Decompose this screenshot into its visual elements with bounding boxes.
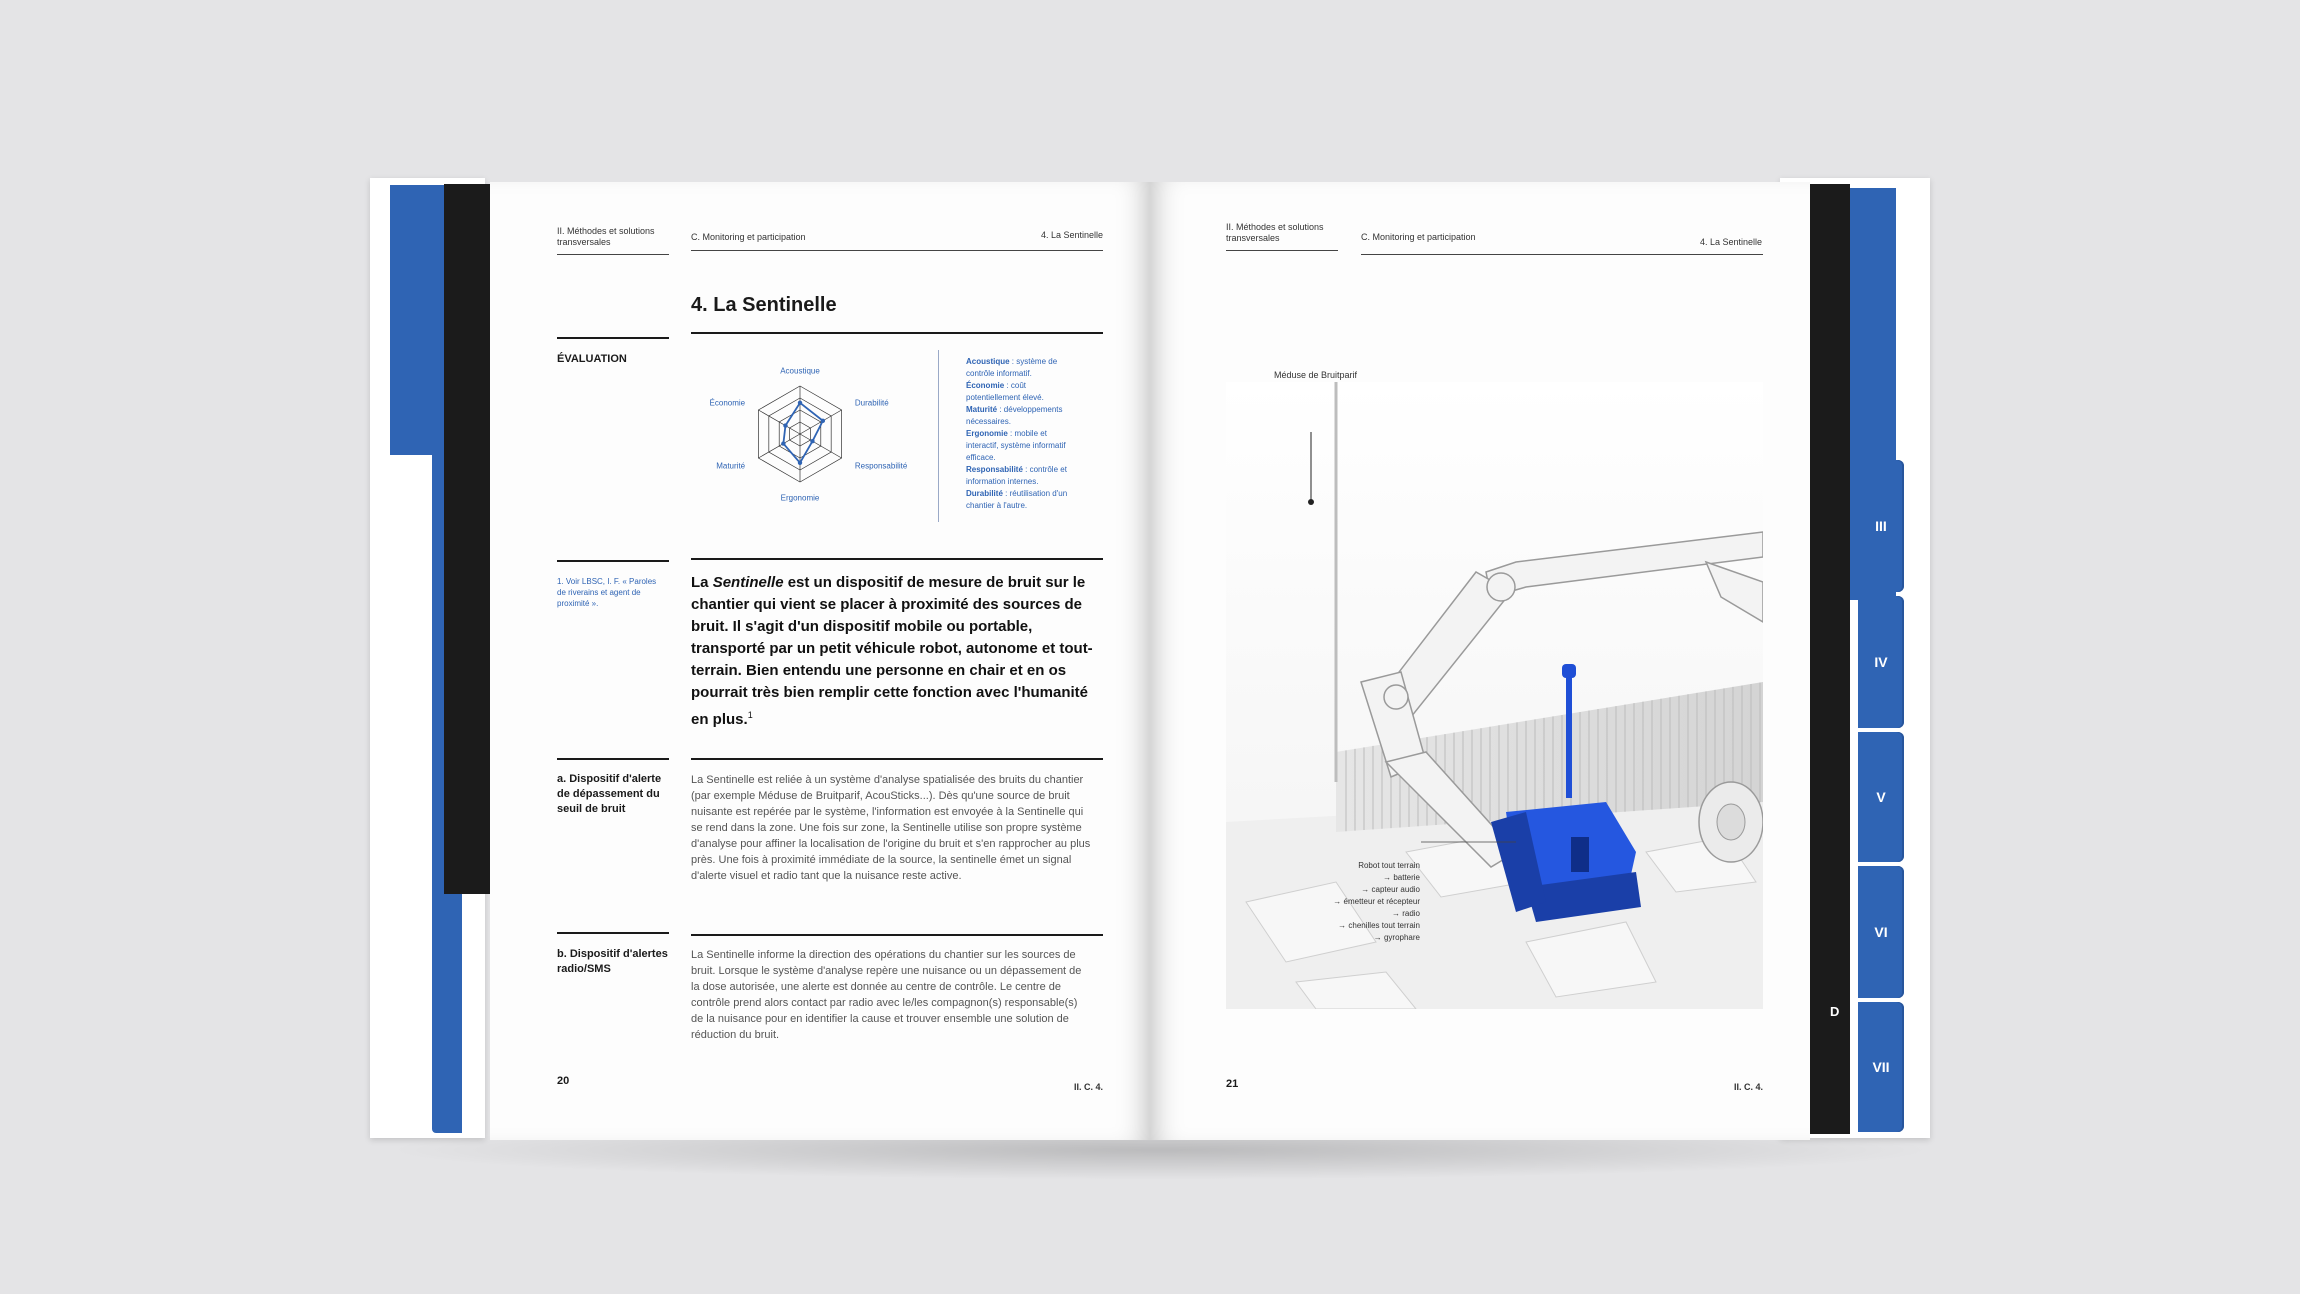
header-rule-right <box>691 250 1103 251</box>
legend-item: Économie : coût potentiellement élevé. <box>966 381 1044 402</box>
section-b-text: La Sentinelle informe la direction des opérations du chantier sur les sources de bruit. Lorsque le système d'analyse repère une nuisance ou un dépassement de la dose autorisée, une alerte est donnée au centre de contrôle. Le centre de contrôle prend alors contact par radio avec le/les compagnon(s) responsable(s) de la nuisance pour en identifier la cause et trouver ensemble une solution de réduction du bruit. <box>691 949 1082 1041</box>
robot-panel <box>1571 837 1589 872</box>
legend-divider <box>938 350 939 522</box>
radar-axis-label: Ergonomie <box>780 493 820 503</box>
left-blue-band-top <box>390 185 445 455</box>
page-title: 4. La Sentinelle <box>691 294 837 316</box>
radar-point <box>781 441 785 445</box>
spine-letter: D <box>1830 1004 1840 1019</box>
header-chapter-right: 4. La Sentinelle <box>1699 237 1762 247</box>
section-a-label: a. Dispositif d'alerte de dépassement du seuil de bruit <box>557 773 662 815</box>
lead-paragraph: La Sentinelle est un dispositif de mesure de bruit sur le chantier qui vient se placer à proximité des sources de bruit. Il s'agit d'un dispositif mobile ou portable, transporté par un petit véhicule robot, autonome et tout-terrain. Bien entendu une personne en chair et en os pourrait très bien remplir cette fonction avec l'humanité en plus.$^1$ <box>691 574 1093 728</box>
legend-item: Responsabilité : contrôle et information internes. <box>966 465 1067 486</box>
header-chapter: 4. La Sentinelle <box>1040 230 1103 240</box>
loader-wheel <box>1699 782 1763 862</box>
tab-IV[interactable]: IV <box>1858 596 1904 728</box>
radar-chart <box>690 354 950 514</box>
header-rule-left <box>557 254 669 255</box>
tab-III[interactable]: III <box>1858 460 1904 592</box>
page-number-left: 20 <box>557 1075 570 1087</box>
page-ref-right: II. C. 4. <box>1733 1082 1763 1092</box>
evaluation-label: ÉVALUATION <box>557 353 627 365</box>
rule-a-left <box>557 758 669 760</box>
rule-a-right <box>691 758 1103 760</box>
robot-caption: Robot tout terrain → batterie → capteur audio → émetteur et récepteur → radio → chenilles tout terrain → gyrophare <box>1333 861 1420 942</box>
evaluation-legend <box>966 356 1076 512</box>
left-black-band <box>444 184 490 894</box>
header-subsection-right: C. Monitoring et participation <box>1361 232 1476 242</box>
page-ref-left: II. C. 4. <box>1073 1082 1103 1092</box>
rule-lead-left <box>557 560 669 562</box>
radar-point <box>783 423 787 427</box>
left-cover-notch <box>390 455 432 463</box>
radar-point <box>810 439 814 443</box>
radar-point <box>798 401 802 405</box>
sentinelle-illustration <box>1226 382 1763 1009</box>
left-page <box>490 182 1150 1140</box>
section-b-label: b. Dispositif d'alertes radio/SMS <box>557 948 668 975</box>
rule-lead-right <box>691 558 1103 560</box>
right-black-band <box>1810 184 1850 1134</box>
radar-point <box>798 461 802 465</box>
legend-item: Maturité : développements nécessaires. <box>966 405 1063 426</box>
radar-axis-label: Durabilité <box>854 398 889 408</box>
radar-grid <box>758 386 841 482</box>
tab-V[interactable]: V <box>1858 732 1904 862</box>
radar-point <box>821 419 825 423</box>
radar-axis-label: Économie <box>709 398 746 408</box>
radar-labels <box>710 367 908 503</box>
footnote: 1. Voir LBSC, I. F. « Paroles de riverains et agent de proximité ». <box>557 577 657 608</box>
header-section: II. Méthodes et solutions transversales <box>557 226 655 247</box>
tab-VII[interactable]: VII <box>1858 1002 1904 1132</box>
header-rule-left-r <box>1226 250 1338 251</box>
tab-VI[interactable]: VI <box>1858 866 1904 998</box>
header-subsection: C. Monitoring et participation <box>691 232 806 242</box>
header-section-right: II. Méthodes et solutions transversales <box>1226 222 1324 243</box>
meduse-sensor <box>1308 499 1314 505</box>
radar-axis-label: Maturité <box>716 461 746 471</box>
robot-mast <box>1566 678 1572 798</box>
right-page <box>1150 182 1810 1140</box>
meduse-label: Méduse de Bruitparif <box>1274 370 1358 380</box>
radar-area <box>781 401 825 465</box>
rule-b-left <box>557 932 669 934</box>
legend-item: Durabilité : réutilisation d'un chantier à l'autre. <box>966 489 1068 510</box>
rule-eval-right <box>691 332 1103 334</box>
radar-axis-label: Acoustique <box>780 366 820 376</box>
radar-axis-label: Responsabilité <box>854 461 908 471</box>
gyrophare <box>1562 664 1576 678</box>
section-a-text: La Sentinelle est reliée à un système d'analyse spatialisée des bruits du chantier (par exemple Méduse de Bruitparif, AcouSticks...). Dès qu'une source de bruit nuisante est repérée par le système, l'information est envoyée à la Sentinelle qui se rend dans la zone. Une fois sur zone, la Sentinelle utilise son propre système d'analyse pour affiner la localisation de l'origine du bruit et s'en rapprocher au plus près. Une fois à proximité immédiate de la source, la sentinelle émet un signal d'alerte visuel et radio tant que la nuisance reste active. <box>691 774 1091 882</box>
page-number-right: 21 <box>1226 1078 1239 1090</box>
legend-item: Acoustique : système de contrôle informatif. <box>966 357 1058 378</box>
legend-item: Ergonomie : mobile et interactif, système informatif efficace. <box>966 429 1066 462</box>
rule-b-right <box>691 934 1103 936</box>
header-rule-right-r <box>1361 254 1763 255</box>
rule-eval-left <box>557 337 669 339</box>
